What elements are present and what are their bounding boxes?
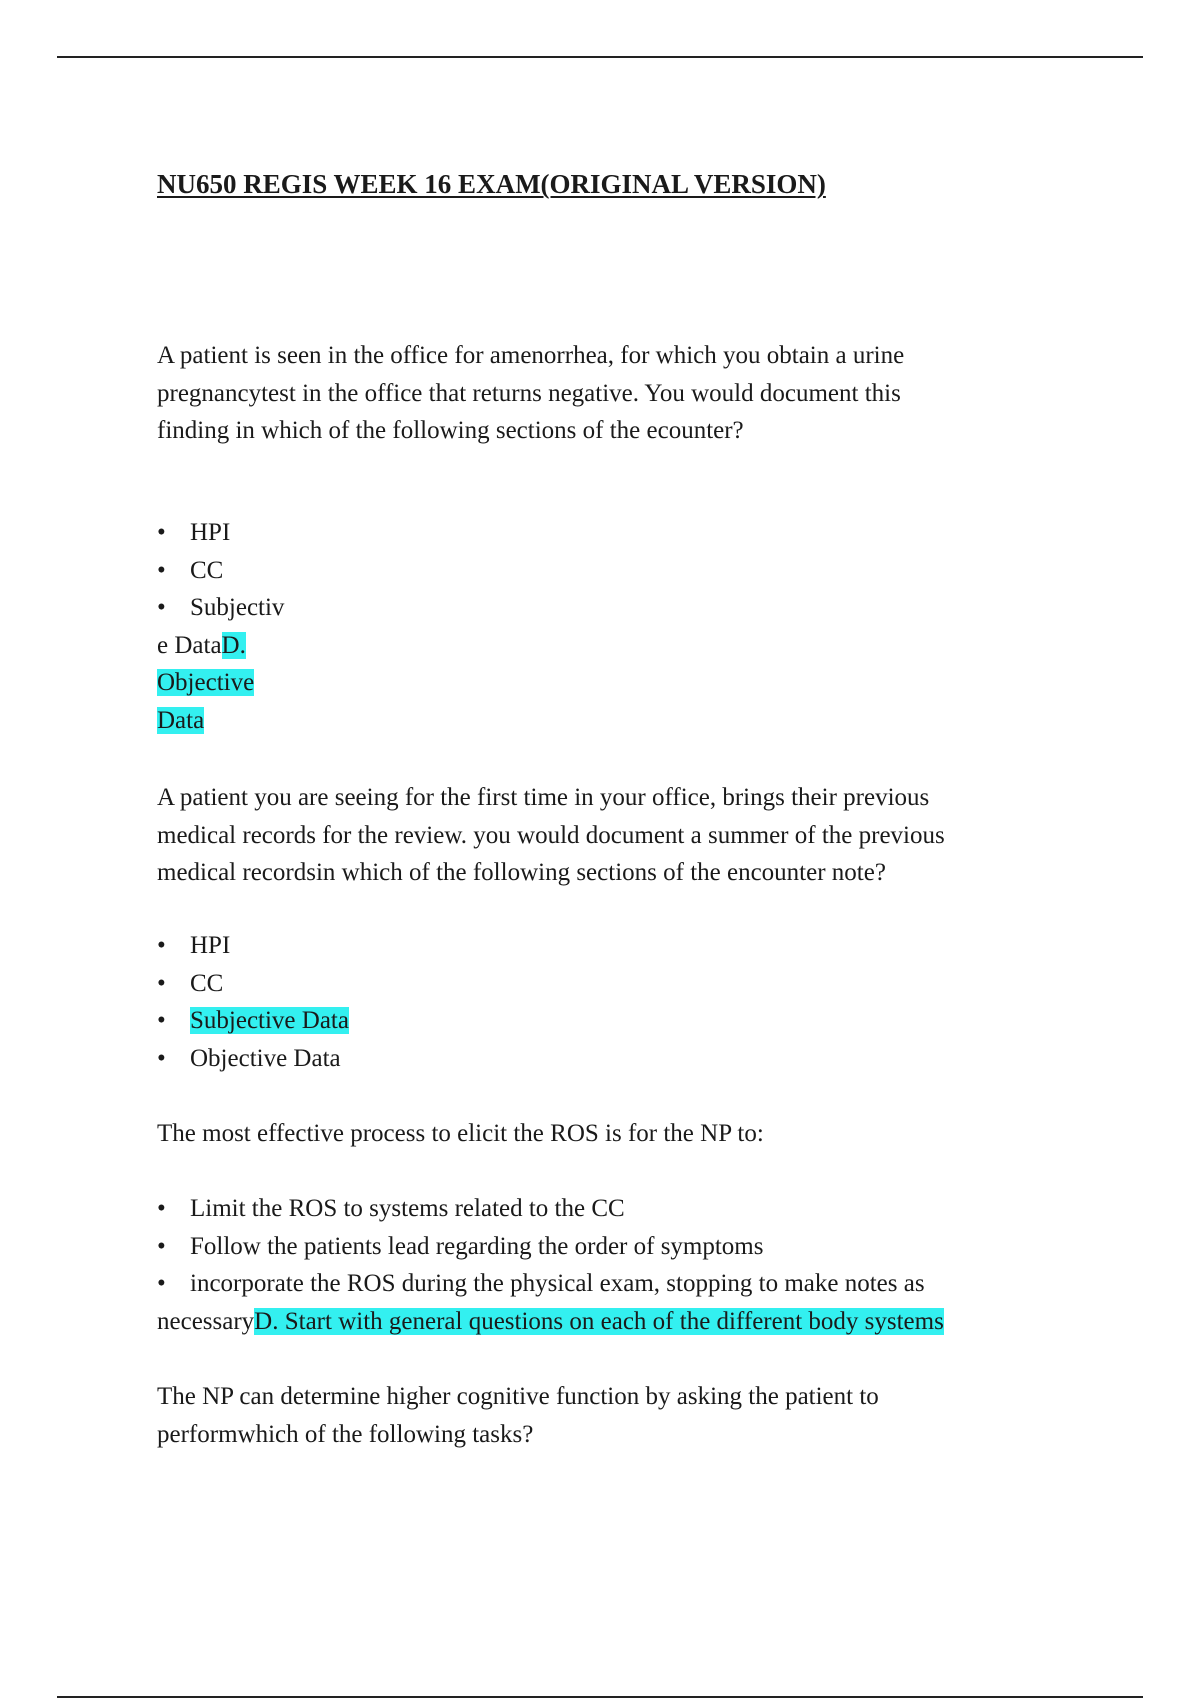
question-3-stem <box>157 1115 1057 1153</box>
option-continuation-line <box>157 627 1057 665</box>
bullet-icon: • <box>157 519 166 546</box>
option-label: CC <box>190 969 224 997</box>
question-1-options <box>157 514 1057 739</box>
question-3-options <box>157 1190 1117 1340</box>
question-1 <box>157 337 1057 450</box>
option-item <box>157 1040 1057 1078</box>
bullet-icon: • <box>157 1195 166 1222</box>
answer-highlight: Subjective Data <box>190 1007 349 1034</box>
option-item <box>157 927 1057 965</box>
answer-highlight: Data <box>157 706 205 734</box>
document-title: NU650 REGIS WEEK 16 EXAM(ORIGINAL VERSION) <box>157 169 826 199</box>
question-2-stem <box>157 779 1057 892</box>
footer-rule <box>57 1696 1143 1698</box>
option-item <box>157 1190 1117 1228</box>
stem-line: A patient is seen in the office for amenorrhea, for which you obtain a urine <box>157 342 905 369</box>
option-continuation: e Data <box>157 631 222 659</box>
question-1-stem <box>157 337 1057 450</box>
bullet-icon: • <box>157 932 166 959</box>
option-label: Objective Data <box>190 1044 341 1072</box>
bullet-icon: • <box>157 1044 166 1072</box>
option-label: HPI <box>190 932 231 959</box>
bullet-icon: • <box>157 594 166 621</box>
stem-line: medical recordsin which of the following sections of the encounter note? <box>157 859 886 886</box>
option-list <box>157 927 1057 1077</box>
option-label: Subjectiv <box>190 594 285 621</box>
option-item <box>157 965 1057 1003</box>
bullet-icon: • <box>157 969 166 997</box>
question-2-options <box>157 927 1057 1077</box>
answer-line <box>157 664 1057 702</box>
stem-line: A patient you are seeing for the first time in your office, brings their previous <box>157 784 930 811</box>
option-label: HPI <box>190 519 231 546</box>
stem-line: The most effective process to elicit the ROS is for the NP to: <box>157 1120 764 1147</box>
question-4-stem <box>157 1378 1057 1453</box>
question-2 <box>157 779 1057 892</box>
option-item <box>157 514 1057 552</box>
option-item <box>157 589 1057 627</box>
option-label: Follow the patients lead regarding the order of symptoms <box>190 1232 764 1260</box>
option-list <box>157 514 1057 627</box>
option-item <box>157 1265 1117 1303</box>
option-item <box>157 552 1057 590</box>
option-item <box>157 1002 1057 1040</box>
stem-line: finding in which of the following sections of the ecounter? <box>157 417 744 444</box>
option-item <box>157 1228 1117 1266</box>
answer-highlight: D. <box>221 631 246 659</box>
header-rule <box>57 56 1143 58</box>
stem-line: pregnancytest in the office that returns negative. You would document this <box>157 379 901 407</box>
bullet-icon: • <box>157 1270 166 1297</box>
stem-line: medical records for the review. you would document a summer of the previous <box>157 821 945 849</box>
bullet-icon: • <box>157 1232 166 1260</box>
option-label: CC <box>190 556 224 584</box>
option-continuation-line <box>157 1303 1117 1341</box>
answer-line <box>157 702 1057 740</box>
question-3 <box>157 1115 1057 1153</box>
bullet-icon: • <box>157 1007 166 1034</box>
question-4 <box>157 1378 1057 1453</box>
option-continuation: necessary <box>157 1307 255 1335</box>
answer-highlight: D. Start with general questions on each of the different body systems <box>254 1307 944 1335</box>
option-label: incorporate the ROS during the physical exam, stopping to make notes as <box>190 1270 925 1297</box>
stem-line: performwhich of the following tasks? <box>157 1420 534 1448</box>
answer-highlight: Objective <box>157 669 255 696</box>
bullet-icon: • <box>157 556 166 584</box>
option-label: Limit the ROS to systems related to the CC <box>190 1195 625 1222</box>
stem-line: The NP can determine higher cognitive function by asking the patient to <box>157 1383 879 1410</box>
option-list <box>157 1190 1117 1303</box>
